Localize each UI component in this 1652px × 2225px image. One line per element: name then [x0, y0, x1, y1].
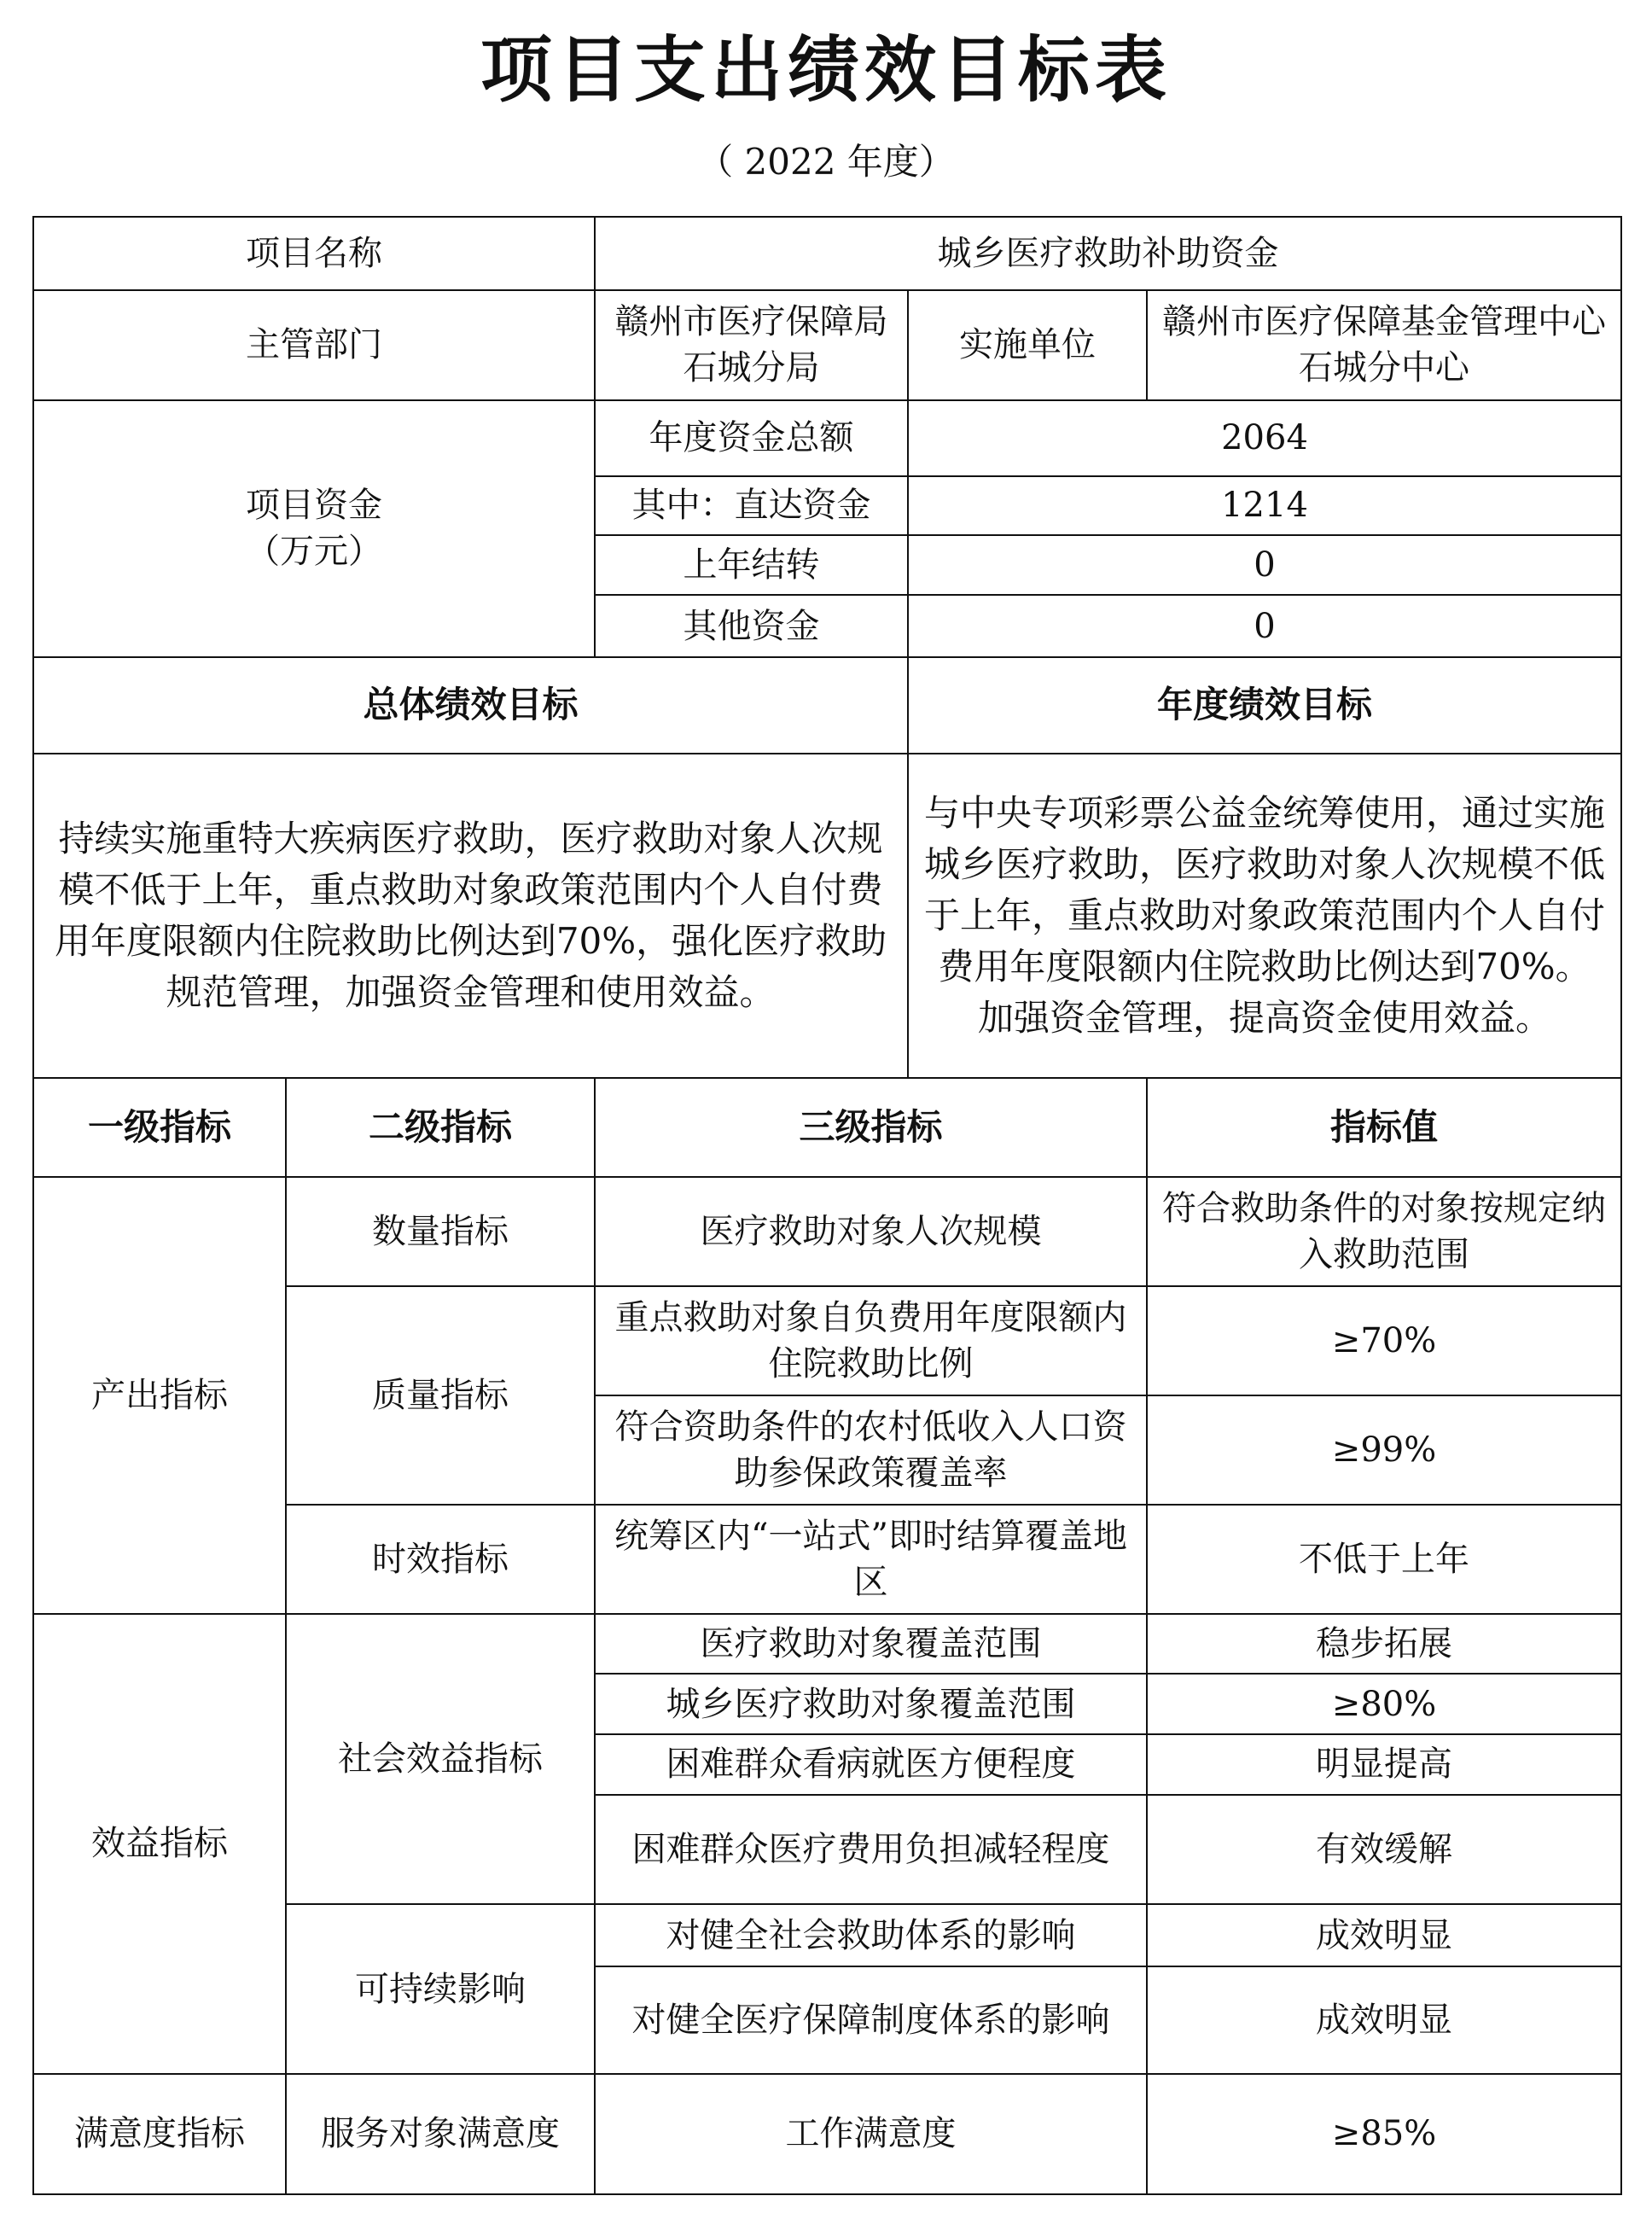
level3-name: 医疗救助对象人次规模: [595, 1177, 1147, 1286]
funds-label: 项目资金: [246, 486, 382, 526]
funds-item-value: 0: [908, 595, 1621, 657]
funds-item-label: 上年结转: [595, 535, 908, 596]
level3-name: 对健全社会救助体系的影响: [595, 1904, 1147, 1966]
annual-goal-header: 年度绩效目标: [908, 657, 1621, 754]
annual-goal-text: 与中央专项彩票公益金统筹使用，通过实施城乡医疗救助，医疗救助对象人次规模不低于上年，重点救助对象政策范围内个人自付费用年度限额内住院救助比例达到70%。加强资金管理，提高资金使用效益。: [908, 754, 1621, 1079]
funds-item-label: 其中：直达资金: [595, 476, 908, 535]
overall-goal-text: 持续实施重特大疾病医疗救助，医疗救助对象人次规模不低于上年，重点救助对象政策范围内个人自付费用年度限额内住院救助比例达到70%，强化医疗救助规范管理，加强资金管理和使用效益。: [33, 754, 908, 1079]
indicator-value: 有效缓解: [1147, 1795, 1621, 1905]
indicator-row: [33, 2074, 1621, 2194]
level3-name: 困难群众看病就医方便程度: [595, 1734, 1147, 1795]
level2-social: 社会效益指标: [286, 1614, 595, 1904]
indicator-value: ≥99%: [1147, 1395, 1621, 1505]
value-header: 指标值: [1147, 1078, 1621, 1177]
level3-name: 城乡医疗救助对象覆盖范围: [595, 1674, 1147, 1734]
level3-name: 重点救助对象自负费用年度限额内住院救助比例: [595, 1286, 1147, 1395]
indicator-value: 符合救助条件的对象按规定纳入救助范围: [1147, 1177, 1621, 1286]
level3-name: 医疗救助对象覆盖范围: [595, 1614, 1147, 1675]
level3-name: 统筹区内“一站式”即时结算覆盖地区: [595, 1505, 1147, 1614]
impl-value: 赣州市医疗保障基金管理中心石城分中心: [1147, 290, 1621, 400]
funds-item-value: 0: [908, 535, 1621, 596]
dept-label: 主管部门: [33, 290, 595, 400]
funds-item-label: 其他资金: [595, 595, 908, 657]
indicator-value: ≥85%: [1147, 2074, 1621, 2194]
year-subtitle: （ 2022 年度）: [697, 141, 955, 183]
impl-label: 实施单位: [908, 290, 1147, 400]
level3-name: 对健全医疗保障制度体系的影响: [595, 1966, 1147, 2074]
funds-item-value: 2064: [908, 400, 1621, 477]
performance-goal-table: [32, 216, 1622, 2195]
goal-text-row: [33, 754, 1621, 1079]
level3-name: 符合资助条件的农村低收入人口资助参保政策覆盖率: [595, 1395, 1147, 1505]
project-name-row: [33, 217, 1621, 290]
level1-satisfaction: 满意度指标: [33, 2074, 286, 2194]
goal-header-row: [33, 657, 1621, 754]
funds-label-cell: [33, 400, 595, 657]
level2-sustainable: 可持续影响: [286, 1904, 595, 2073]
indicator-value: 不低于上年: [1147, 1505, 1621, 1614]
project-name-value: 城乡医疗救助补助资金: [595, 217, 1621, 290]
level3-name: 困难群众医疗费用负担减轻程度: [595, 1795, 1147, 1905]
indicator-header-row: [33, 1078, 1621, 1177]
level2-quantity: 数量指标: [286, 1177, 595, 1286]
level2-satisfaction: 服务对象满意度: [286, 2074, 595, 2194]
funds-item-label: 年度资金总额: [595, 400, 908, 477]
level3-name: 工作满意度: [595, 2074, 1147, 2194]
level3-header: 三级指标: [595, 1078, 1147, 1177]
funds-item-value: 1214: [908, 476, 1621, 535]
funds-unit: （万元）: [246, 532, 382, 572]
indicator-row: [33, 1614, 1621, 1675]
level2-header: 二级指标: [286, 1078, 595, 1177]
project-name-label: 项目名称: [33, 217, 595, 290]
overall-goal-header: 总体绩效目标: [33, 657, 908, 754]
indicator-value: ≥80%: [1147, 1674, 1621, 1734]
page-title: 项目支出绩效目标表: [480, 27, 1172, 112]
department-row: [33, 290, 1621, 400]
level2-quality: 质量指标: [286, 1286, 595, 1505]
indicator-value: 成效明显: [1147, 1904, 1621, 1966]
indicator-row: [33, 1177, 1621, 1286]
level1-output: 产出指标: [33, 1177, 286, 1614]
indicator-value: 明显提高: [1147, 1734, 1621, 1795]
indicator-value: 稳步拓展: [1147, 1614, 1621, 1675]
indicator-value: 成效明显: [1147, 1966, 1621, 2074]
level1-header: 一级指标: [33, 1078, 286, 1177]
indicator-value: ≥70%: [1147, 1286, 1621, 1395]
level1-benefit: 效益指标: [33, 1614, 286, 2074]
level2-timeliness: 时效指标: [286, 1505, 595, 1614]
dept-value: 赣州市医疗保障局石城分局: [595, 290, 908, 400]
funds-row: [33, 400, 1621, 477]
